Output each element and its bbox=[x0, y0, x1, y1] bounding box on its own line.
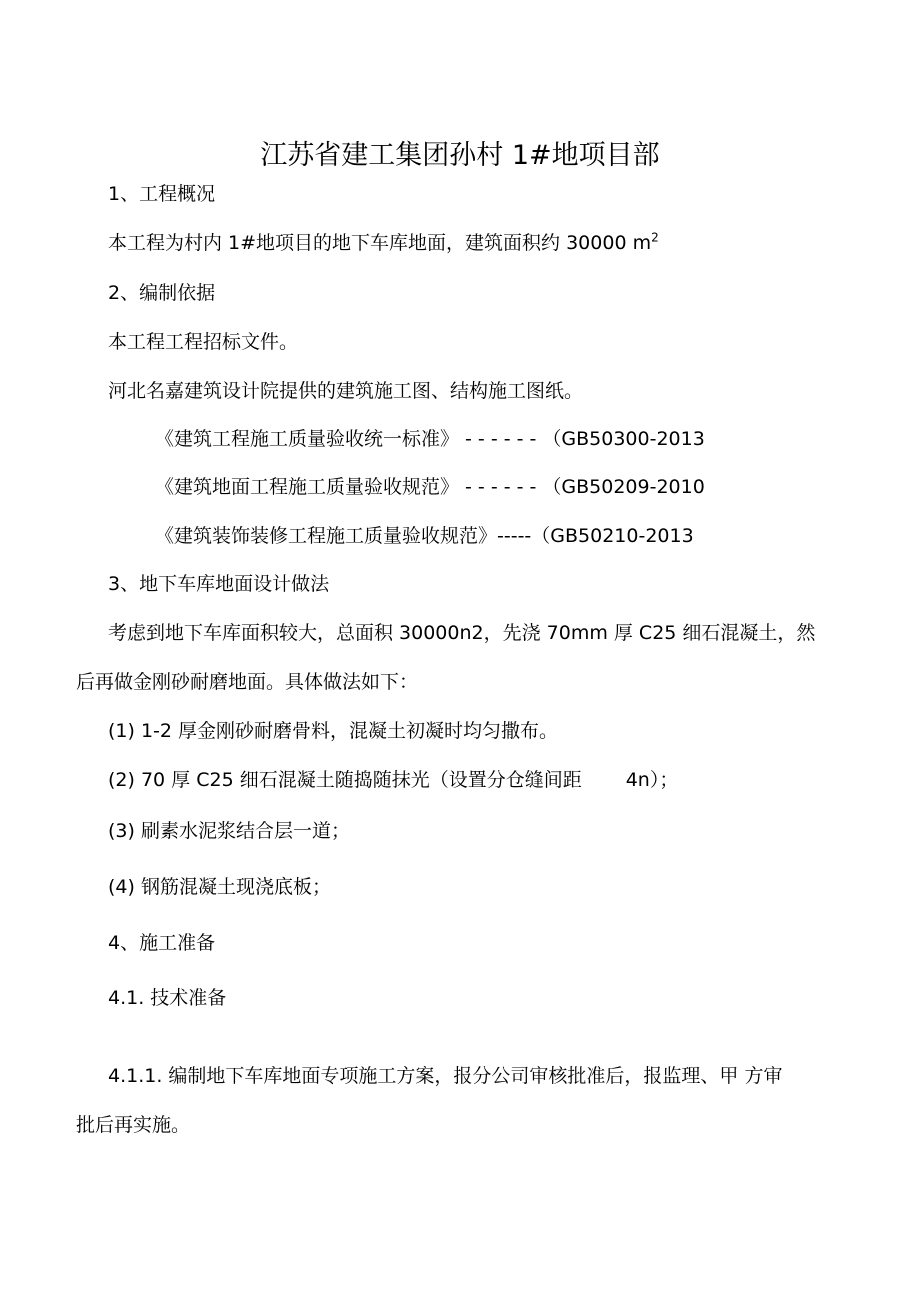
section-4-heading: 4、施工准备 bbox=[108, 932, 216, 954]
section-4-1-1-line-1: 4.1.1. 编制地下车库地面专项施工方案，报分公司审核批准后，报监理、甲 方审 bbox=[108, 1065, 783, 1087]
method-item-1: (1) 1-2 厚金刚砂耐磨骨料，混凝土初凝时均匀撒布。 bbox=[108, 720, 559, 742]
section-1-text bbox=[108, 231, 659, 255]
section-1-heading: 1、工程概况 bbox=[108, 183, 216, 205]
standard-reference-3: 《建筑装饰装修工程施工质量验收规范》-----（GB50210-2013 bbox=[155, 525, 694, 547]
method-item-4: (4) 钢筋混凝土现浇底板； bbox=[108, 876, 331, 898]
section-3-heading: 3、地下车库地面设计做法 bbox=[108, 573, 330, 595]
section-4-1-heading: 4.1. 技术准备 bbox=[108, 987, 227, 1009]
section-2-paragraph-2: 河北名嘉建筑设计院提供的建筑施工图、结构施工图纸。 bbox=[108, 380, 584, 402]
method-item-3: (3) 刷素水泥浆结合层一道； bbox=[108, 820, 350, 842]
section-2-heading: 2、编制依据 bbox=[108, 282, 216, 304]
section-4-1-1-line-2: 批后再实施。 bbox=[76, 1114, 191, 1136]
superscript-2: 2 bbox=[651, 230, 659, 245]
document-title: 江苏省建工集团孙村 1#地项目部 bbox=[260, 140, 660, 171]
section-2-paragraph-1: 本工程工程招标文件。 bbox=[108, 331, 299, 353]
standard-reference-2: 《建筑地面工程施工质量验收规范》 - - - - - - （GB50209-2010 bbox=[155, 476, 705, 498]
section-3-paragraph-line-2: 后再做金刚砂耐磨地面。具体做法如下： bbox=[76, 671, 419, 693]
method-item-2 bbox=[108, 768, 678, 792]
method-item-2-tail: 4n）； bbox=[625, 769, 679, 791]
section-1-text-body: 本工程为村内 1#地项目的地下车库地面，建筑面积约 30000 m bbox=[108, 232, 652, 254]
standard-reference-1: 《建筑工程施工质量验收统一标准》 - - - - - - （GB50300-2013 bbox=[155, 428, 705, 450]
method-item-2-text: (2) 70 厚 C25 细石混凝土随捣随抹光（设置分仓缝间距 bbox=[108, 769, 582, 791]
section-3-paragraph-line-1: 考虑到地下车库面积较大，总面积 30000n2，先浇 70mm 厚 C25 细石混凝土，然 bbox=[108, 622, 816, 644]
